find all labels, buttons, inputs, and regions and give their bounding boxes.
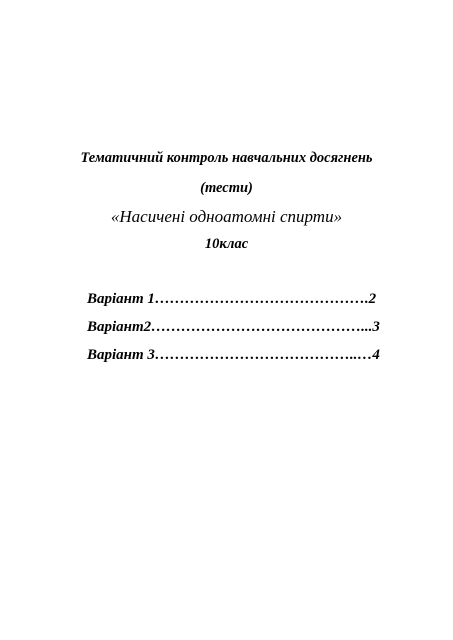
toc-entry-variant-1: Варіант 1…………………………………….2 [87,291,377,307]
document-topic: «Насичені одноатомні спирти» [110,207,343,226]
toc-entry-variant-3: Варіант 3…………………………………..…4 [87,347,380,363]
document-grade: 10клас [204,236,249,252]
document-title: Тематичний контроль навчальних досягнень [80,150,373,166]
document-subtitle: (тести) [200,180,253,196]
toc-entry-variant-2: Варіант2……………………………………...3 [87,319,380,335]
